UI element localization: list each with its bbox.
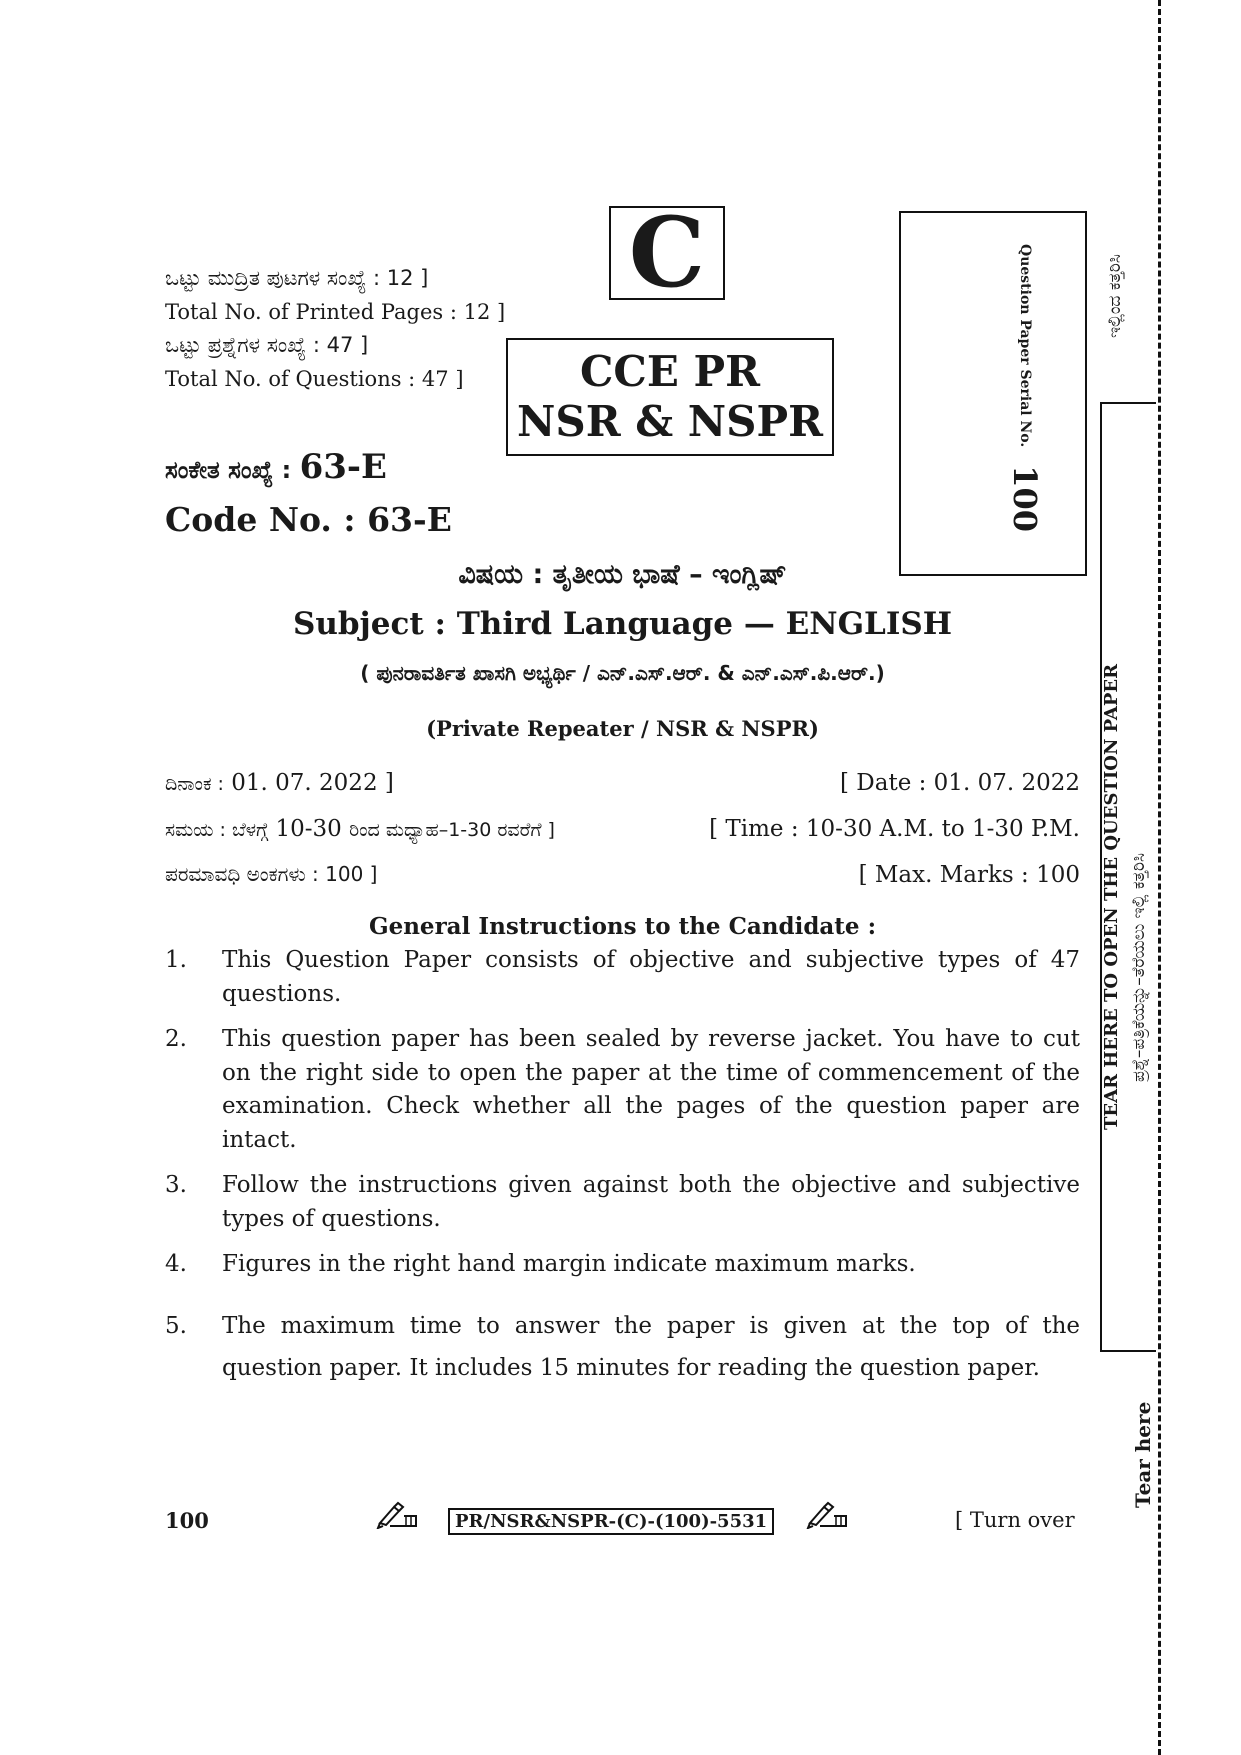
instruction-item — [165, 1023, 1080, 1157]
code-number-kn-value: 63-E — [299, 447, 387, 487]
serial-number-box — [899, 211, 1087, 576]
subject-kn: ವಿಷಯ : ತೃತೀಯ ಭಾಷೆ – ಇಂಗ್ಲಿಷ್ — [458, 559, 787, 590]
instruction-text: This question paper has been sealed by reverse jacket. You have to cut on the right side to open the paper at the time of commencement of the examination. Check whether all the pages of the question paper are intact. — [222, 1026, 1080, 1153]
paper-code-box: PR/NSR&NSPR-(C)-(100)-5531 — [448, 1508, 774, 1535]
instruction-text: This Question Paper consists of objective and subjective types of 47 questions. — [222, 947, 1080, 1007]
time-kn-rest: ರಿಂದ ಮಧ್ಯಾಹ–1-30 ರವರೆಗೆ ] — [349, 819, 555, 841]
date-kn-value: 01. 07. 2022 ] — [231, 770, 394, 796]
instruction-text: Follow the instructions given against both the objective and subjective types of questions. — [222, 1172, 1080, 1232]
writing-hand-icon — [806, 1499, 850, 1533]
scheme-line-1: CCE PR — [580, 347, 760, 396]
instruction-number: 5. — [165, 1313, 187, 1339]
instruction-item — [165, 1248, 1080, 1282]
serial-number-group — [1005, 244, 1045, 544]
tear-instruction-kn: ಪ್ರಶ್ನೆ–ಪತ್ರಿಕೆಯನ್ನು–ತೆರೆಯಲು ಇಲ್ಲಿ ಕತ್ತರಿಸಿ — [1129, 853, 1149, 1082]
cut-here-kn: ಇಲ್ಲಿಂದ ಕತ್ತರಿಸಿ — [1105, 254, 1125, 338]
instruction-text: Figures in the right hand margin indicate maximum marks. — [222, 1251, 916, 1277]
candidate-type-kn: ( ಪುನರಾವರ್ತಿತ ಖಾಸಗಿ ಅಭ್ಯರ್ಥಿ / ಎನ್.ಎಸ್.ಆರ್. & ಎನ್.ಎಸ್.ಪಿ.ಆರ್.) — [360, 661, 885, 685]
date-row — [165, 770, 1080, 796]
time-kn-value: 10-30 — [275, 816, 342, 842]
instruction-number: 1. — [165, 947, 187, 973]
subject-en: Subject : Third Language — ENGLISH — [292, 606, 953, 642]
scheme-box — [506, 338, 834, 456]
time-kn-label: ಸಮಯ : ಬೆಳಗ್ಗೆ — [165, 819, 269, 841]
page-number: 100 — [165, 1508, 209, 1533]
total-questions-kn: ಒಟ್ಟು ಪ್ರಶ್ನೆಗಳ ಸಂಖ್ಯೆ : 47 ] — [165, 333, 369, 357]
writing-hand-icon — [376, 1499, 420, 1533]
instruction-item — [165, 1169, 1080, 1236]
candidate-type-en: (Private Repeater / NSR & NSPR) — [426, 716, 819, 741]
code-number-kn-label: ಸಂಕೇತ ಸಂಖ್ಯೆ : — [165, 456, 292, 484]
serial-number-value: 100 — [1006, 465, 1044, 533]
tear-here-label: Tear here — [1131, 1401, 1155, 1508]
tear-instruction-en: TEAR HERE TO OPEN THE QUESTION PAPER — [1101, 663, 1122, 1130]
instruction-item — [165, 944, 1080, 1011]
instruction-item — [165, 1305, 1080, 1389]
marks-row — [165, 862, 1080, 888]
code-number-en: Code No. : 63-E — [165, 500, 452, 539]
time-kn-group — [165, 816, 555, 842]
total-questions-en: Total No. of Questions : 47 ] — [165, 367, 464, 391]
set-code-box: C — [609, 206, 725, 300]
printed-pages-kn: ಒಟ್ಟು ಮುದ್ರಿತ ಪುಟಗಳ ಸಂಖ್ಯೆ : 12 ] — [165, 266, 429, 290]
scheme-line-2: NSR & NSPR — [517, 397, 823, 446]
tear-dashed-line[interactable] — [1158, 0, 1161, 1755]
code-number-kn — [165, 447, 387, 487]
writing-hand-icon-svg — [806, 1499, 850, 1529]
marks-kn: ಪರಮಾವಧಿ ಅಂಕಗಳು : 100 ] — [165, 862, 378, 886]
turn-over-note: [ Turn over — [955, 1508, 1075, 1532]
serial-number-label: Question Paper Serial No. — [1017, 244, 1033, 448]
instructions-heading: General Instructions to the Candidate : — [368, 913, 877, 940]
printed-pages-en: Total No. of Printed Pages : 12 ] — [165, 300, 506, 324]
instruction-text: The maximum time to answer the paper is given at the top of the question paper. It includes 15 minutes for reading the question paper. — [222, 1313, 1080, 1381]
writing-hand-icon-svg — [376, 1499, 420, 1529]
time-row — [165, 816, 1080, 842]
instruction-number: 2. — [165, 1026, 187, 1052]
instruction-number: 4. — [165, 1251, 187, 1277]
date-en: [ Date : 01. 07. 2022 — [840, 770, 1080, 796]
instruction-number: 3. — [165, 1172, 187, 1198]
marks-en: [ Max. Marks : 100 — [858, 862, 1080, 888]
time-en: [ Time : 10-30 A.M. to 1-30 P.M. — [709, 816, 1080, 842]
date-kn-label: ದಿನಾಂಕ : — [165, 773, 224, 795]
date-kn-group — [165, 770, 394, 796]
